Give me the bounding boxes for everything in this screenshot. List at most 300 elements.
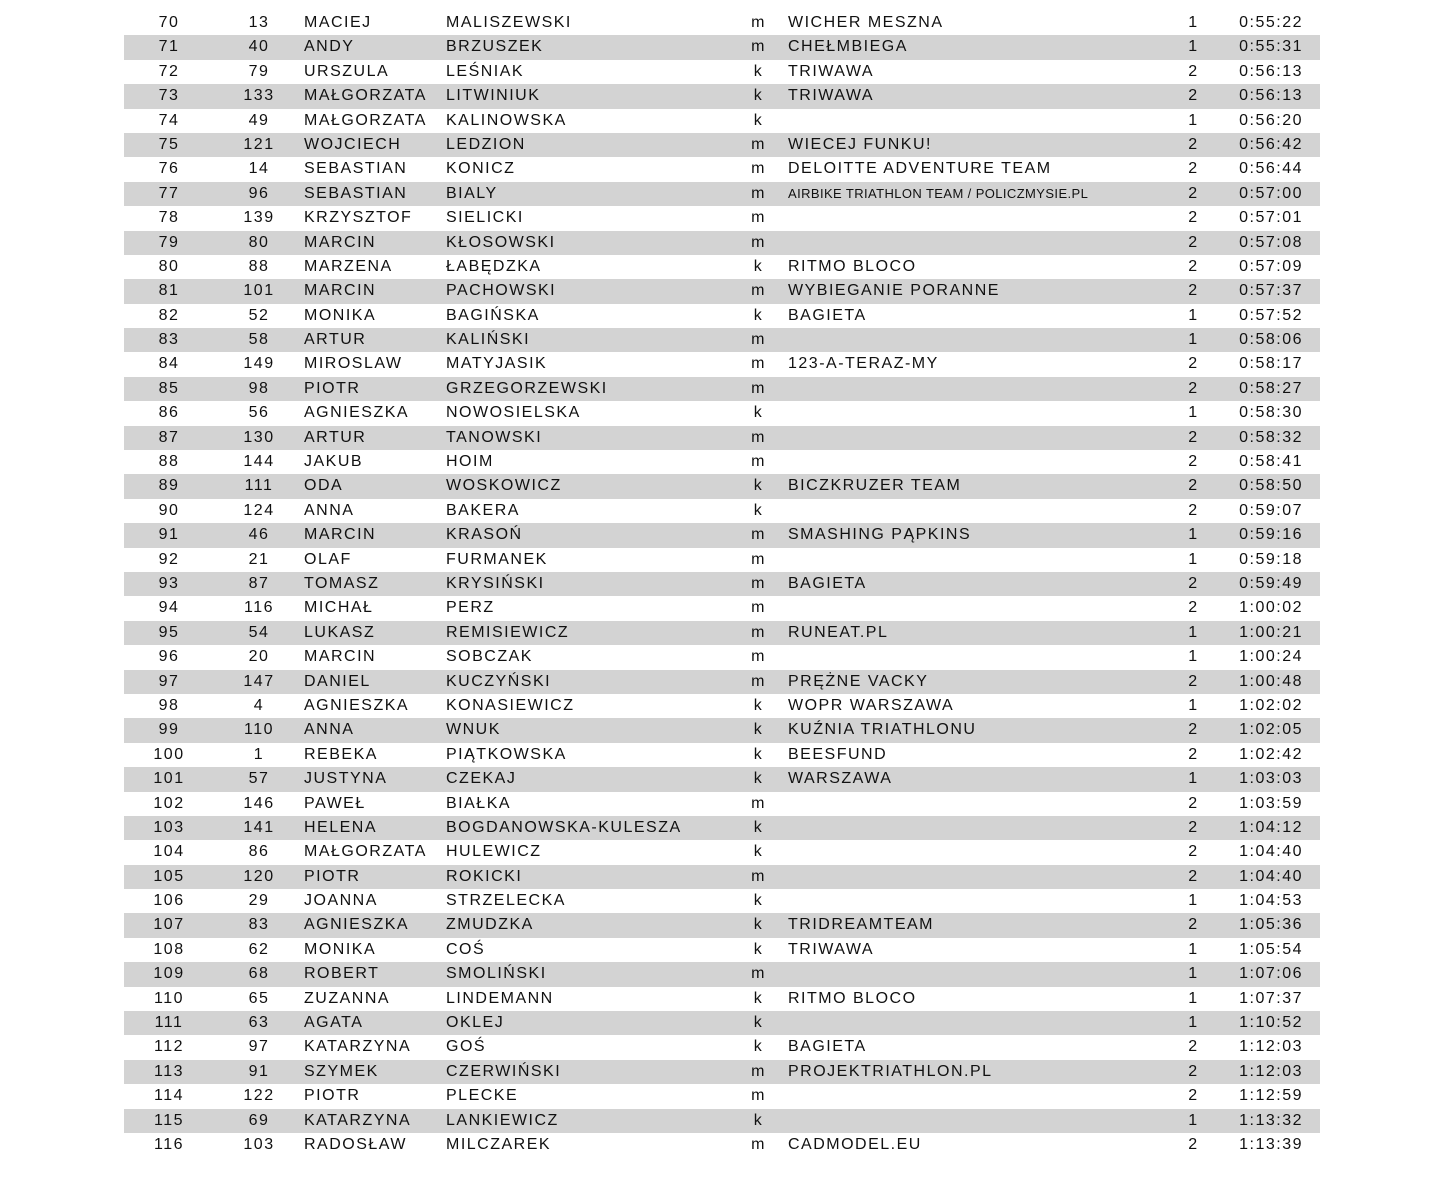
cell-category: 1 <box>1188 989 1199 1007</box>
cell-first-name: ANDY <box>304 38 355 56</box>
cell-gender: k <box>753 404 764 422</box>
cell-first-name: ANNA <box>304 501 355 519</box>
cell-category: 1 <box>1188 696 1199 714</box>
cell-category: 1 <box>1188 526 1199 544</box>
cell-last-name: KALIŃSKI <box>446 331 531 349</box>
cell-place: 106 <box>153 892 185 910</box>
table-row <box>124 182 1320 206</box>
cell-last-name: CZERWIŃSKI <box>446 1062 562 1080</box>
cell-time: 0:57:09 <box>1239 257 1303 275</box>
table-row <box>124 499 1320 523</box>
cell-place: 113 <box>153 1062 184 1080</box>
cell-category: 2 <box>1188 135 1199 153</box>
cell-time: 0:55:22 <box>1239 14 1303 31</box>
cell-last-name: MILCZAREK <box>446 1135 552 1153</box>
cell-category: 2 <box>1188 477 1199 495</box>
cell-team: WYBIEGANIE PORANNE <box>788 282 1000 300</box>
cell-last-name: STRZELECKA <box>446 892 566 910</box>
cell-place: 96 <box>158 648 180 666</box>
cell-bib-number: 144 <box>243 453 275 471</box>
cell-bib-number: 120 <box>243 867 275 885</box>
cell-category: 2 <box>1188 1087 1199 1105</box>
cell-bib-number: 29 <box>248 892 270 910</box>
cell-time: 1:13:39 <box>1239 1135 1303 1153</box>
table-row <box>124 718 1320 742</box>
cell-first-name: MIROSLAW <box>304 355 403 373</box>
cell-gender: k <box>753 721 764 739</box>
table-row <box>124 1133 1320 1157</box>
cell-first-name: PIOTR <box>304 1087 361 1105</box>
cell-gender: k <box>753 306 764 324</box>
cell-time: 1:05:36 <box>1239 916 1303 934</box>
cell-bib-number: 149 <box>243 355 275 373</box>
cell-team: TRIDREAMTEAM <box>788 916 934 934</box>
cell-last-name: GRZEGORZEWSKI <box>446 379 608 397</box>
cell-gender: m <box>751 38 766 56</box>
cell-last-name: NOWOSIELSKA <box>446 404 581 422</box>
cell-bib-number: 86 <box>248 843 270 861</box>
table-row <box>124 572 1320 596</box>
cell-team: RITMO BLOCO <box>788 257 917 275</box>
cell-bib-number: 139 <box>243 209 275 227</box>
table-row <box>124 1109 1320 1133</box>
cell-bib-number: 14 <box>248 160 270 178</box>
cell-first-name: AGNIESZKA <box>304 916 410 934</box>
cell-bib-number: 110 <box>243 721 274 739</box>
cell-place: 82 <box>158 306 180 324</box>
cell-bib-number: 116 <box>243 599 274 617</box>
cell-first-name: MARCIN <box>304 526 377 544</box>
cell-bib-number: 91 <box>248 1062 270 1080</box>
cell-bib-number: 103 <box>243 1135 275 1153</box>
table-row <box>124 60 1320 84</box>
cell-gender: m <box>751 184 766 202</box>
cell-first-name: ODA <box>304 477 344 495</box>
cell-last-name: CZEKAJ <box>446 770 517 788</box>
table-row <box>124 816 1320 840</box>
cell-first-name: AGNIESZKA <box>304 696 410 714</box>
cell-team: WARSZAWA <box>788 770 893 788</box>
cell-last-name: COŚ <box>446 940 486 958</box>
cell-gender: k <box>753 818 764 836</box>
table-row <box>124 11 1320 35</box>
table-row <box>124 35 1320 59</box>
cell-category: 1 <box>1188 14 1199 31</box>
cell-bib-number: 122 <box>243 1087 275 1105</box>
results-table <box>124 11 1320 1157</box>
table-row <box>124 1011 1320 1035</box>
cell-place: 99 <box>158 721 180 739</box>
cell-time: 0:57:37 <box>1239 282 1303 300</box>
cell-time: 1:04:12 <box>1239 818 1303 836</box>
cell-team: CHEŁMBIEGA <box>788 38 908 56</box>
cell-first-name: JOANNA <box>304 892 378 910</box>
cell-team: TRIWAWA <box>788 940 875 958</box>
cell-bib-number: 57 <box>248 770 270 788</box>
cell-time: 1:02:05 <box>1239 721 1303 739</box>
cell-team: SMASHING PĄPKINS <box>788 526 972 544</box>
cell-category: 1 <box>1188 38 1199 56</box>
cell-last-name: FURMANEK <box>446 550 548 568</box>
cell-bib-number: 83 <box>248 916 270 934</box>
cell-category: 2 <box>1188 1038 1199 1056</box>
cell-last-name: BRZUSZEK <box>446 38 544 56</box>
cell-first-name: MACIEJ <box>304 14 372 31</box>
cell-bib-number: 88 <box>248 257 270 275</box>
cell-time: 1:03:59 <box>1239 794 1303 812</box>
cell-category: 2 <box>1188 355 1199 373</box>
table-row <box>124 596 1320 620</box>
cell-time: 1:07:37 <box>1239 989 1303 1007</box>
cell-team: BEESFUND <box>788 745 888 763</box>
cell-team: RITMO BLOCO <box>788 989 917 1007</box>
cell-category: 2 <box>1188 428 1199 446</box>
cell-time: 1:04:40 <box>1239 843 1303 861</box>
cell-bib-number: 49 <box>248 111 270 129</box>
cell-first-name: KATARZYNA <box>304 1038 412 1056</box>
cell-bib-number: 124 <box>243 501 275 519</box>
cell-gender: k <box>753 501 764 519</box>
cell-place: 86 <box>158 404 180 422</box>
cell-time: 1:13:32 <box>1239 1111 1303 1129</box>
cell-place: 114 <box>153 1087 184 1105</box>
table-row <box>124 987 1320 1011</box>
table-row <box>124 231 1320 255</box>
cell-place: 83 <box>158 331 180 349</box>
cell-last-name: BIAŁKA <box>446 794 512 812</box>
cell-gender: k <box>753 111 764 129</box>
cell-gender: m <box>751 355 766 373</box>
cell-first-name: KRZYSZTOF <box>304 209 413 227</box>
cell-place: 84 <box>158 355 180 373</box>
cell-time: 0:58:27 <box>1239 379 1303 397</box>
cell-place: 92 <box>158 550 180 568</box>
cell-time: 0:56:20 <box>1239 111 1303 129</box>
cell-category: 2 <box>1188 599 1199 617</box>
cell-bib-number: 21 <box>248 550 270 568</box>
cell-gender: k <box>753 87 764 105</box>
cell-category: 1 <box>1188 940 1199 958</box>
cell-bib-number: 121 <box>243 135 275 153</box>
cell-last-name: ZMUDZKA <box>446 916 534 934</box>
cell-gender: m <box>751 379 766 397</box>
cell-category: 1 <box>1188 623 1199 641</box>
cell-last-name: HULEWICZ <box>446 843 542 861</box>
cell-gender: k <box>753 62 764 80</box>
cell-last-name: PLECKE <box>446 1087 519 1105</box>
cell-place: 108 <box>153 940 185 958</box>
cell-first-name: KATARZYNA <box>304 1111 412 1129</box>
cell-bib-number: 40 <box>248 38 270 56</box>
cell-category: 2 <box>1188 745 1199 763</box>
cell-place: 77 <box>158 184 180 202</box>
table-row <box>124 450 1320 474</box>
cell-bib-number: 146 <box>243 794 275 812</box>
cell-last-name: ROKICKI <box>446 867 523 885</box>
cell-time: 0:56:42 <box>1239 135 1303 153</box>
cell-last-name: KALINOWSKA <box>446 111 567 129</box>
cell-gender: m <box>751 453 766 471</box>
cell-place: 107 <box>153 916 185 934</box>
cell-time: 1:00:24 <box>1239 648 1303 666</box>
cell-gender: m <box>751 135 766 153</box>
cell-first-name: ZUZANNA <box>304 989 391 1007</box>
cell-gender: k <box>753 892 764 910</box>
cell-bib-number: 68 <box>248 965 270 983</box>
cell-place: 94 <box>158 599 180 617</box>
cell-category: 1 <box>1188 404 1199 422</box>
cell-bib-number: 46 <box>248 526 270 544</box>
cell-place: 98 <box>158 696 180 714</box>
cell-last-name: KUCZYŃSKI <box>446 672 552 690</box>
table-row <box>124 621 1320 645</box>
cell-last-name: WOSKOWICZ <box>446 477 562 495</box>
cell-bib-number: 56 <box>248 404 270 422</box>
cell-first-name: PAWEŁ <box>304 794 366 812</box>
cell-category: 1 <box>1188 331 1199 349</box>
cell-last-name: BAKERA <box>446 501 520 519</box>
cell-first-name: ANNA <box>304 721 355 739</box>
cell-last-name: PERZ <box>446 599 495 617</box>
cell-last-name: BIALY <box>446 184 498 202</box>
cell-last-name: LINDEMANN <box>446 989 554 1007</box>
cell-time: 1:00:02 <box>1239 599 1303 617</box>
cell-first-name: MICHAŁ <box>304 599 374 617</box>
cell-gender: m <box>751 623 766 641</box>
cell-time: 1:02:02 <box>1239 696 1303 714</box>
cell-team: TRIWAWA <box>788 62 875 80</box>
cell-gender: m <box>751 1062 766 1080</box>
cell-first-name: MAŁGORZATA <box>304 111 427 129</box>
cell-first-name: URSZULA <box>304 62 390 80</box>
cell-team: RUNEAT.PL <box>788 623 889 641</box>
cell-team: PROJEKTRIATHLON.PL <box>788 1062 993 1080</box>
cell-team: BAGIETA <box>788 574 867 592</box>
cell-category: 2 <box>1188 209 1199 227</box>
table-row <box>124 206 1320 230</box>
cell-time: 1:12:59 <box>1239 1087 1303 1105</box>
cell-last-name: SOBCZAK <box>446 648 533 666</box>
cell-gender: m <box>751 648 766 666</box>
cell-time: 1:03:03 <box>1239 770 1303 788</box>
cell-bib-number: 20 <box>248 648 270 666</box>
table-row <box>124 255 1320 279</box>
table-row <box>124 279 1320 303</box>
table-row <box>124 865 1320 889</box>
cell-bib-number: 96 <box>248 184 270 202</box>
table-row <box>124 523 1320 547</box>
cell-first-name: RADOSŁAW <box>304 1135 407 1153</box>
cell-team: WICHER MESZNA <box>788 14 944 31</box>
cell-bib-number: 4 <box>253 696 265 714</box>
cell-category: 2 <box>1188 282 1199 300</box>
cell-place: 72 <box>158 62 180 80</box>
cell-first-name: MAŁGORZATA <box>304 843 427 861</box>
cell-bib-number: 141 <box>243 818 275 836</box>
cell-place: 79 <box>158 233 180 251</box>
cell-time: 1:12:03 <box>1239 1062 1303 1080</box>
cell-gender: m <box>751 526 766 544</box>
cell-category: 2 <box>1188 233 1199 251</box>
table-row <box>124 645 1320 669</box>
cell-time: 0:55:31 <box>1239 38 1303 56</box>
cell-time: 1:07:06 <box>1239 965 1303 983</box>
cell-gender: k <box>753 257 764 275</box>
cell-gender: m <box>751 574 766 592</box>
cell-place: 115 <box>153 1111 184 1129</box>
cell-last-name: KRASOŃ <box>446 526 523 544</box>
cell-first-name: REBEKA <box>304 745 378 763</box>
table-row <box>124 304 1320 328</box>
cell-last-name: PIĄTKOWSKA <box>446 745 567 763</box>
cell-time: 1:05:54 <box>1239 940 1303 958</box>
cell-place: 78 <box>158 209 180 227</box>
cell-last-name: KONASIEWICZ <box>446 696 575 714</box>
cell-first-name: WOJCIECH <box>304 135 402 153</box>
cell-first-name: AGNIESZKA <box>304 404 410 422</box>
cell-time: 1:12:03 <box>1239 1038 1303 1056</box>
cell-category: 1 <box>1188 550 1199 568</box>
cell-place: 71 <box>158 38 180 56</box>
cell-place: 105 <box>153 867 185 885</box>
cell-last-name: WNUK <box>446 721 501 739</box>
cell-gender: m <box>751 209 766 227</box>
cell-last-name: LITWINIUK <box>446 87 541 105</box>
table-row <box>124 938 1320 962</box>
cell-category: 2 <box>1188 574 1199 592</box>
cell-bib-number: 111 <box>244 477 274 495</box>
cell-bib-number: 130 <box>243 428 275 446</box>
cell-time: 1:04:40 <box>1239 867 1303 885</box>
cell-place: 111 <box>154 1014 184 1032</box>
cell-team: PRĘŻNE VACKY <box>788 672 929 690</box>
cell-time: 1:10:52 <box>1239 1014 1303 1032</box>
cell-gender: m <box>751 965 766 983</box>
cell-place: 89 <box>158 477 180 495</box>
cell-gender: m <box>751 672 766 690</box>
cell-last-name: SMOLIŃSKI <box>446 965 547 983</box>
cell-gender: k <box>753 745 764 763</box>
cell-gender: m <box>751 282 766 300</box>
cell-team: TRIWAWA <box>788 87 875 105</box>
cell-place: 100 <box>153 745 185 763</box>
cell-gender: k <box>753 843 764 861</box>
cell-time: 0:58:17 <box>1239 355 1303 373</box>
cell-place: 91 <box>158 526 180 544</box>
cell-place: 73 <box>158 87 180 105</box>
cell-bib-number: 87 <box>248 574 270 592</box>
cell-bib-number: 133 <box>243 87 275 105</box>
table-row <box>124 548 1320 572</box>
table-row <box>124 1060 1320 1084</box>
cell-bib-number: 98 <box>248 379 270 397</box>
cell-last-name: MALISZEWSKI <box>446 14 572 31</box>
cell-bib-number: 62 <box>248 940 270 958</box>
cell-first-name: MARZENA <box>304 257 393 275</box>
cell-last-name: KONICZ <box>446 160 516 178</box>
cell-first-name: ARTUR <box>304 428 367 446</box>
cell-time: 1:02:42 <box>1239 745 1303 763</box>
table-row <box>124 109 1320 133</box>
cell-place: 110 <box>153 989 184 1007</box>
cell-place: 81 <box>158 282 180 300</box>
table-row <box>124 157 1320 181</box>
cell-last-name: TANOWSKI <box>446 428 543 446</box>
table-row <box>124 1035 1320 1059</box>
cell-last-name: REMISIEWICZ <box>446 623 570 641</box>
cell-team: BICZKRUZER TEAM <box>788 477 962 495</box>
cell-bib-number: 79 <box>248 62 270 80</box>
cell-first-name: SEBASTIAN <box>304 184 408 202</box>
table-row <box>124 840 1320 864</box>
cell-gender: k <box>753 1111 764 1129</box>
cell-place: 101 <box>153 770 185 788</box>
cell-bib-number: 52 <box>248 306 270 324</box>
cell-gender: m <box>751 794 766 812</box>
cell-place: 74 <box>158 111 180 129</box>
cell-gender: k <box>753 1038 764 1056</box>
cell-category: 2 <box>1188 87 1199 105</box>
cell-category: 2 <box>1188 257 1199 275</box>
cell-team: BAGIETA <box>788 306 867 324</box>
cell-last-name: LANKIEWICZ <box>446 1111 559 1129</box>
cell-category: 2 <box>1188 843 1199 861</box>
cell-team: WOPR WARSZAWA <box>788 696 955 714</box>
cell-category: 2 <box>1188 184 1199 202</box>
cell-gender: m <box>751 867 766 885</box>
cell-place: 104 <box>153 843 185 861</box>
cell-time: 0:56:13 <box>1239 87 1303 105</box>
cell-gender: k <box>753 770 764 788</box>
cell-first-name: ARTUR <box>304 331 367 349</box>
cell-first-name: MONIKA <box>304 306 377 324</box>
cell-first-name: HELENA <box>304 818 378 836</box>
table-row <box>124 767 1320 791</box>
cell-place: 87 <box>158 428 180 446</box>
cell-time: 0:59:16 <box>1239 526 1303 544</box>
cell-first-name: MARCIN <box>304 648 377 666</box>
table-row <box>124 401 1320 425</box>
cell-category: 2 <box>1188 818 1199 836</box>
cell-time: 1:04:53 <box>1239 892 1303 910</box>
cell-time: 0:56:44 <box>1239 160 1303 178</box>
table-row <box>124 328 1320 352</box>
cell-category: 2 <box>1188 1135 1199 1153</box>
cell-last-name: HOIM <box>446 453 494 471</box>
cell-place: 85 <box>158 379 180 397</box>
cell-place: 97 <box>158 672 180 690</box>
cell-bib-number: 58 <box>248 331 270 349</box>
cell-gender: m <box>751 1135 766 1153</box>
cell-category: 2 <box>1188 453 1199 471</box>
table-row <box>124 426 1320 450</box>
cell-time: 0:58:30 <box>1239 404 1303 422</box>
cell-team: DELOITTE ADVENTURE TEAM <box>788 160 1052 178</box>
table-row <box>124 694 1320 718</box>
cell-first-name: MONIKA <box>304 940 377 958</box>
table-row <box>124 84 1320 108</box>
cell-category: 2 <box>1188 501 1199 519</box>
cell-category: 1 <box>1188 892 1199 910</box>
cell-bib-number: 97 <box>248 1038 270 1056</box>
cell-bib-number: 54 <box>248 623 270 641</box>
cell-first-name: MARCIN <box>304 282 377 300</box>
cell-first-name: SZYMEK <box>304 1062 379 1080</box>
table-row <box>124 474 1320 498</box>
cell-team: WIECEJ FUNKU! <box>788 135 932 153</box>
cell-gender: m <box>751 331 766 349</box>
cell-category: 2 <box>1188 867 1199 885</box>
